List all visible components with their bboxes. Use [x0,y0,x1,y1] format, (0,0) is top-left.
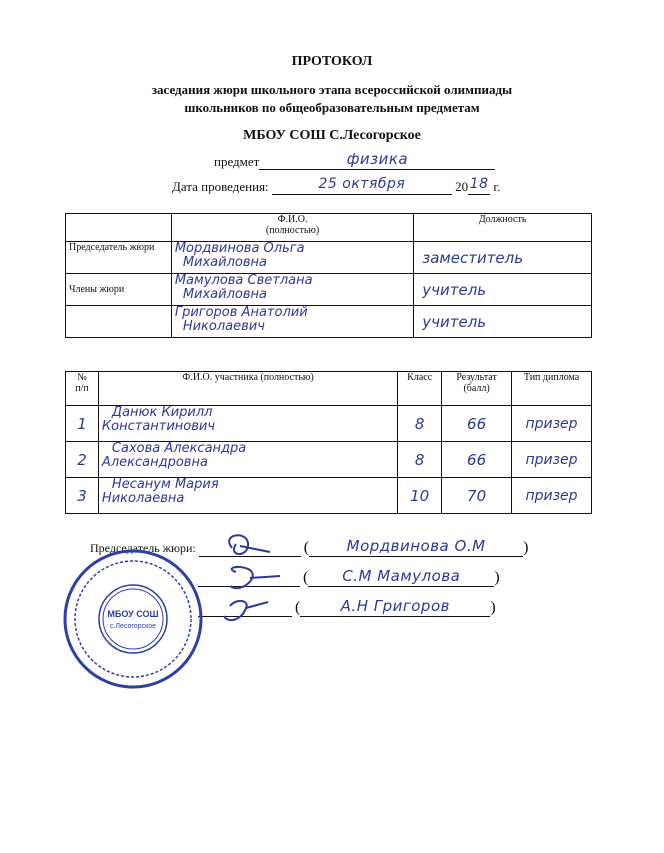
jury-role: Председатель жюри [66,242,172,274]
jury-name: Григоров Анатолий Николаевич [171,306,413,338]
close-paren: ) [494,569,500,586]
stamp-center-line2: с.Лесогорское [109,623,157,630]
member1-name: С.М Мамулова [308,569,494,587]
jury-header-name: Ф.И.О. (полностью) [171,214,413,242]
participant-num: 3 [66,478,99,514]
participant-class: 8 [398,442,442,478]
subtitle-line-1: заседания жюри школьного этапа всероссийской олимпиады [151,82,513,97]
page-subtitle [0,81,664,117]
header-result: Результат (балл) [442,372,512,406]
header-class: Класс [398,372,442,406]
subject-label: предмет [214,154,260,169]
jury-position: учитель [414,306,592,338]
participant-class: 10 [398,478,442,514]
subtitle-line-2: школьников по общеобразовательным предметам [184,100,480,115]
chair-name: Мордвинова О.М [309,539,523,557]
table-row [66,442,592,478]
header-num: № п/п [66,372,99,406]
school-name: МБОУ СОШ С.Лесогорское [243,128,421,143]
jury-position: заместитель [414,242,592,274]
participant-diploma: призер [512,406,592,442]
close-paren: ) [523,539,529,556]
participant-result: 66 [442,442,512,478]
table-row [66,478,592,514]
table-row [66,406,592,442]
jury-role: Члены жюри [66,274,172,306]
handwritten-signatures [210,528,310,628]
jury-row [66,274,592,306]
member2-name: А.Н Григоров [300,599,490,617]
participant-diploma: призер [512,442,592,478]
jury-name: Мамулова Светлана Михайловна [171,274,413,306]
jury-name: Мордвинова Ольга Михайловна [171,242,413,274]
participant-name: Несанум Мария Николаевна [98,478,397,514]
date-value: 25 октября [272,177,452,195]
date-label: Дата проведения: [172,179,269,194]
stamp-center-line1: МБОУ СОШ [107,609,159,619]
header-participant-name: Ф.И.О. участника (полностью) [98,372,397,406]
date-field [172,177,501,195]
subject-field [214,152,495,170]
date-year-prefix: 20 [455,179,469,194]
jury-row [66,306,592,338]
open-paren: ( [295,599,301,616]
open-paren: ( [303,539,310,556]
jury-row [66,242,592,274]
participant-result: 70 [442,478,512,514]
subject-value: физика [259,152,495,170]
close-paren: ) [490,599,496,616]
jury-position: учитель [414,274,592,306]
jury-header-row [66,214,592,242]
participant-result: 66 [442,406,512,442]
participants-header-row [66,372,592,406]
participants-table [65,371,592,514]
chair-label: Председатель жюри: [90,541,196,555]
jury-header-empty [66,214,172,242]
school-stamp [62,548,204,690]
header-diploma: Тип диплома [512,372,592,406]
date-unit: г. [493,179,501,194]
jury-table [65,213,592,338]
jury-role [66,306,172,338]
participant-name: Данюк Кирилл Константинович [98,406,397,442]
participant-name: Сахова Александра Александровна [98,442,397,478]
participant-diploma: призер [512,478,592,514]
participant-class: 8 [398,406,442,442]
participant-num: 1 [66,406,99,442]
page-title: ПРОТОКОЛ [291,54,373,69]
jury-header-position: Должность [414,214,592,242]
participant-num: 2 [66,442,99,478]
date-year-suffix: 18 [468,177,490,195]
open-paren: ( [303,569,309,586]
